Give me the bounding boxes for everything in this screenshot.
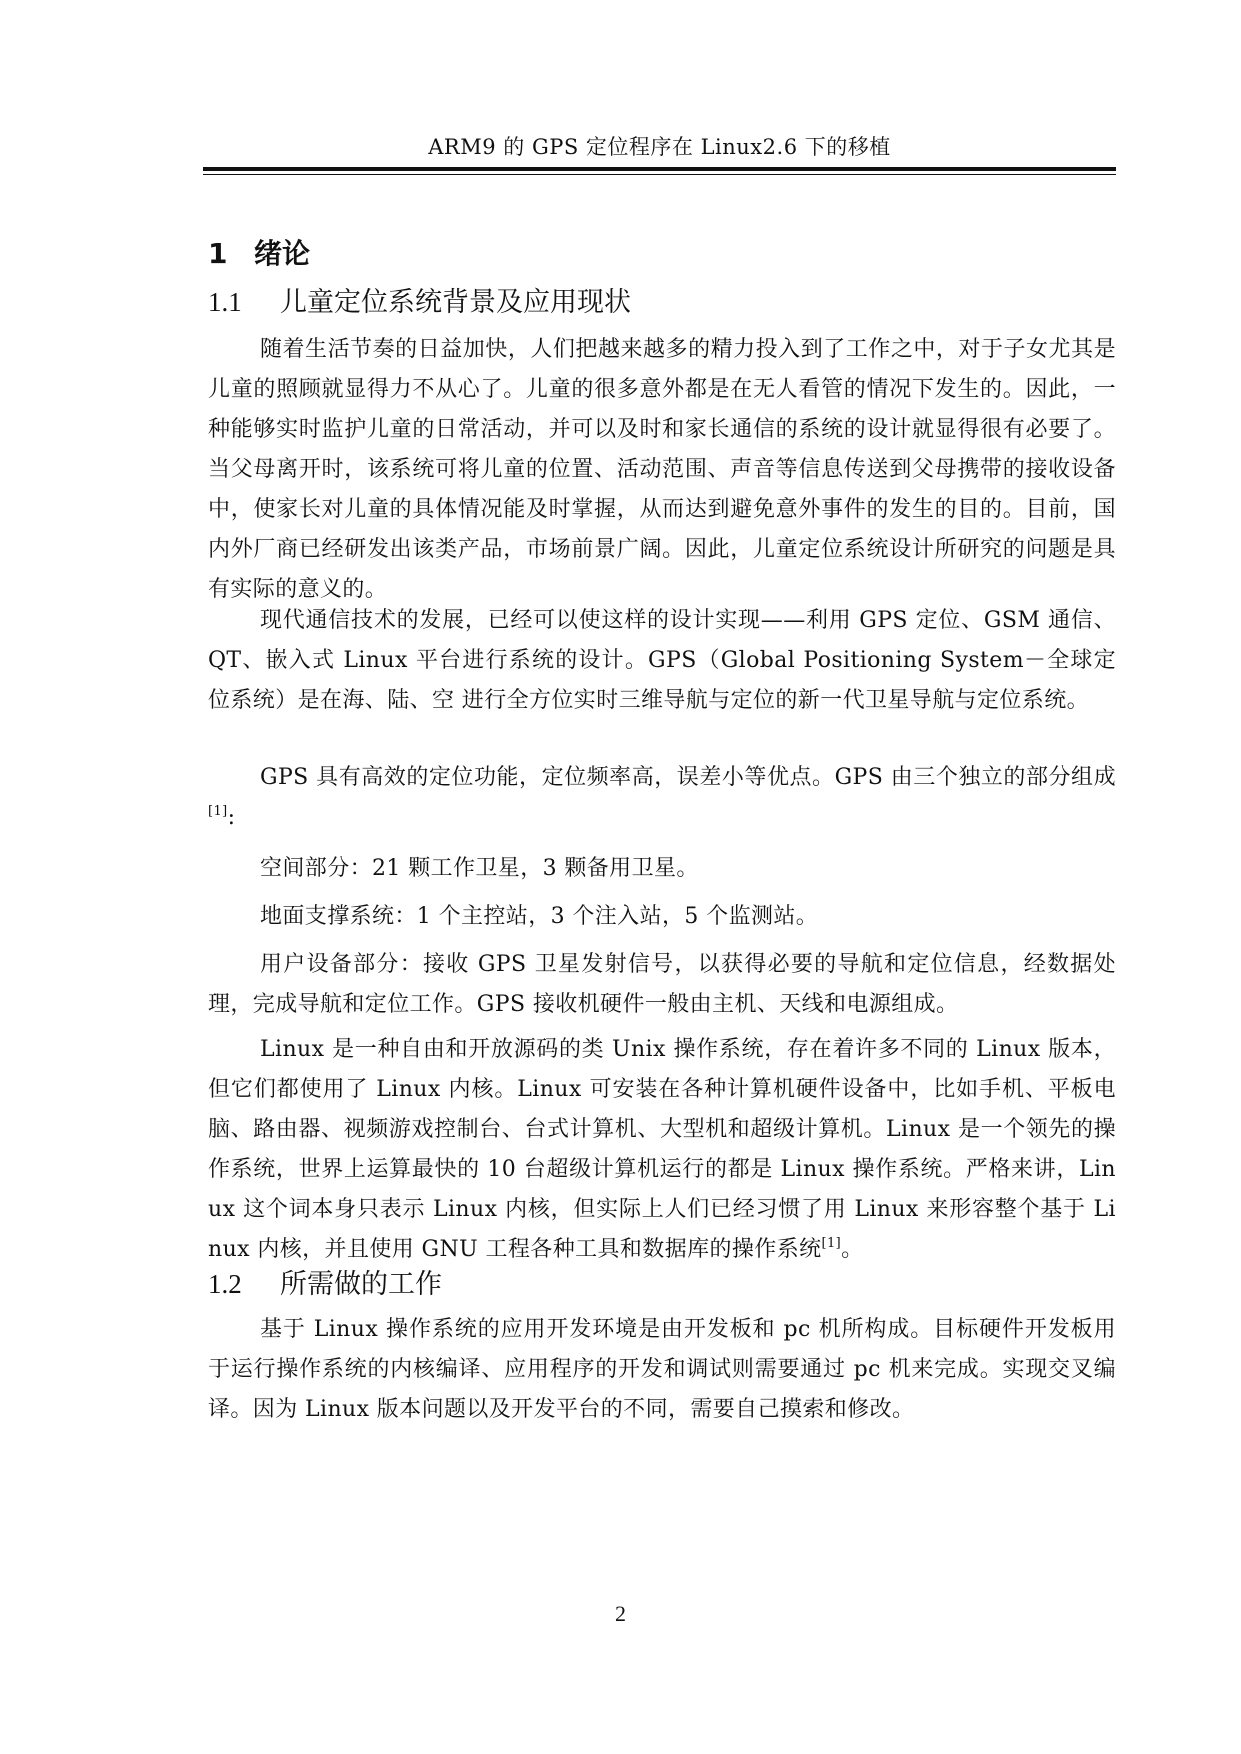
paragraph-gps-intro: 现代通信技术的发展，已经可以使这样的设计实现——利用 GPS 定位、GSM 通信、QT、嵌入式 Linux 平台进行系统的设计。GPS（Global Positioning System－全球定位系统）是在海、陆、空 进行全方位实时三维导航与定位的新一代卫星导航与定位系统。 <box>208 608 1116 713</box>
paragraph-text: Linux 是一种自由和开放源码的类 Unix 操作系统，存在着许多不同的 Linux 版本，但它们都使用了 Linux 内核。Linux 可安装在各种计算机硬件设备中，比如手机、平板电脑、路由器、视频游戏控制台、台式计算机、大型机和超级计算机。Linux 是一个领先的操作系统，世界上运算最快的 10 台超级计算机运行的都是 Linux 操作系统。严格来讲，Linux 这个词本身只表示 Linux 内核，但实际上人们已经习惯了用 Linux 来形容整个基于 Linux 内核，并且使用 GNU 工程各种工具和数据库的操作系统 <box>208 1037 1116 1262</box>
chapter-number: 1 <box>208 237 228 270</box>
paragraph-linux <box>208 1030 1116 1270</box>
paragraph-background: 随着生活节奏的日益加快，人们把越来越多的精力投入到了工作之中，对于子女尤其是儿童的照顾就显得力不从心了。儿童的很多意外都是在无人看管的情况下发生的。因此，一种能够实时监护儿童的日常活动，并可以及时和家长通信的系统的设计就显得很有必要了。当父母离开时，该系统可将儿童的位置、活动范围、声音等信息传送到父母携带的接收设备中，使家长对儿童的具体情况能及时掌握，从而达到避免意外事件的发生的目的。目前，国内外厂商已经研发出该类产品，市场前景广阔。因此，儿童定位系统设计所研究的问题是具有实际的意义的。 <box>208 337 1116 602</box>
header-rule-thin <box>203 174 1116 175</box>
citation-ref: [1] <box>208 804 228 819</box>
section-number: 1.2 <box>208 1269 242 1299</box>
section-title: 儿童定位系统背景及应用现状 <box>280 287 631 318</box>
paragraph-work: 基于 Linux 操作系统的应用开发环境是由开发板和 pc 机所构成。目标硬件开发板用于运行操作系统的内核编译、应用程序的开发和调试则需要通过 pc 机来完成。实现交叉编译。因为 Linux 版本问题以及开发平台的不同，需要自己摸索和修改。 <box>208 1317 1116 1422</box>
citation-ref: [1] <box>821 1236 842 1251</box>
paragraph-user-segment: 用户设备部分：接收 GPS 卫星发射信号，以获得必要的导航和定位信息，经数据处理，完成导航和定位工作。GPS 接收机硬件一般由主机、天线和电源组成。 <box>208 952 1116 1017</box>
paragraph-tail: 。 <box>841 1237 864 1262</box>
paragraph-gps-components <box>208 758 1116 838</box>
chapter-heading <box>208 234 310 274</box>
page-number: 2 <box>615 1601 626 1626</box>
section-number: 1.1 <box>208 287 242 317</box>
paragraph-space-segment: 空间部分：21 颗工作卫星，3 颗备用卫星。 <box>260 856 699 881</box>
paragraph-tail: : <box>227 805 236 830</box>
section-heading-1-1 <box>208 282 631 323</box>
paragraph-text: GPS 具有高效的定位功能，定位频率高，误差小等优点。GPS 由三个独立的部分组成 <box>260 765 1116 790</box>
chapter-title: 绪论 <box>254 237 311 270</box>
section-heading-1-2 <box>208 1264 442 1305</box>
running-header: ARM9 的 GPS 定位程序在 Linux2.6 下的移植 <box>428 135 891 159</box>
header-rule-thick <box>203 167 1116 171</box>
paragraph-ground-segment: 地面支撑系统：1 个主控站，3 个注入站，5 个监测站。 <box>260 904 819 929</box>
section-title: 所需做的工作 <box>280 1269 442 1300</box>
